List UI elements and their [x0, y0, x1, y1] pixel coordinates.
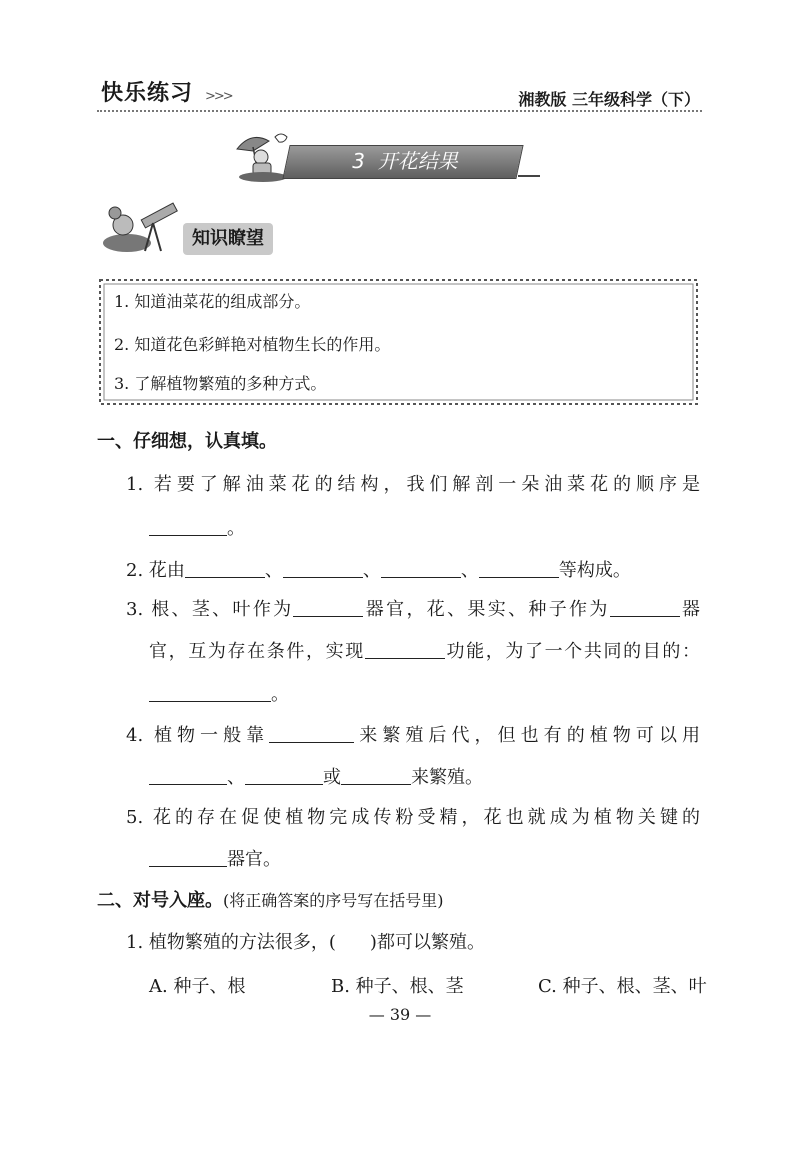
- answer-blank[interactable]: [149, 517, 227, 536]
- question-5-answer: 器官。: [149, 848, 700, 872]
- answer-blank[interactable]: [149, 683, 271, 702]
- answer-blank[interactable]: [365, 640, 445, 659]
- answer-blank[interactable]: [293, 598, 363, 617]
- question-3-line-3: 。: [149, 683, 700, 707]
- lesson-title: 3 开花结果: [352, 149, 458, 173]
- section-2-heading: 二、对号入座。(将正确答案的序号写在括号里): [97, 890, 444, 911]
- answer-blank[interactable]: [283, 559, 363, 578]
- answer-blank[interactable]: [185, 559, 265, 578]
- question-4-line-2: 、 或 来繁殖。: [149, 766, 700, 790]
- series-title: 快乐练习: [101, 81, 194, 106]
- option-a[interactable]: A. 种子、根: [149, 976, 246, 997]
- question-4-line-1: 4. 植物一般靠 来繁殖后代，但也有的植物可以用: [126, 725, 700, 746]
- answer-blank[interactable]: [479, 559, 559, 578]
- knowledge-section-title: 知识瞭望: [183, 223, 273, 255]
- goal-item: 1. 知道油菜花的组成部分。: [114, 292, 311, 311]
- book-info: 湘教版 三年级科学（下）: [518, 90, 700, 109]
- question-5: 5. 花的存在促使植物完成传粉受精，花也就成为植物关键的: [126, 807, 700, 828]
- question-1: 1. 若要了解油菜花的结构，我们解剖一朵油菜花的顺序是: [126, 474, 700, 495]
- answer-blank[interactable]: [149, 848, 227, 867]
- goal-item: 3. 了解植物繁殖的多种方式。: [114, 374, 327, 393]
- answer-blank[interactable]: [381, 559, 461, 578]
- answer-blank[interactable]: [269, 724, 354, 743]
- question-1-answer: 。: [149, 517, 700, 541]
- banner-underline: [518, 175, 540, 177]
- telescope-icon: [101, 193, 183, 255]
- question-3-line-2: 官，互为存在条件，实现 功能，为了一个共同的目的：: [149, 641, 700, 662]
- answer-blank[interactable]: [245, 766, 323, 785]
- question-3-line-1: 3. 根、茎、叶作为 器官，花、果实、种子作为 器: [126, 599, 701, 620]
- goal-item: 2. 知道花色彩鲜艳对植物生长的作用。: [114, 335, 391, 354]
- umbrella-mascot-icon: [231, 127, 291, 183]
- chevron-right-icon: >>>: [205, 89, 232, 104]
- page-number: — 39 —: [368, 1005, 432, 1024]
- section-1-heading: 一、仔细想，认真填。: [97, 431, 277, 452]
- option-b[interactable]: B. 种子、根、茎: [331, 976, 464, 997]
- answer-blank[interactable]: [149, 766, 227, 785]
- answer-blank[interactable]: [610, 598, 680, 617]
- option-c[interactable]: C. 种子、根、茎、叶: [538, 976, 707, 997]
- header-divider: [97, 110, 702, 112]
- choice-question-1: 1. 植物繁殖的方法很多，( )都可以繁殖。: [126, 932, 485, 953]
- answer-blank[interactable]: [341, 766, 411, 785]
- question-2: 2. 花由 、 、 、 等构成。: [126, 560, 631, 581]
